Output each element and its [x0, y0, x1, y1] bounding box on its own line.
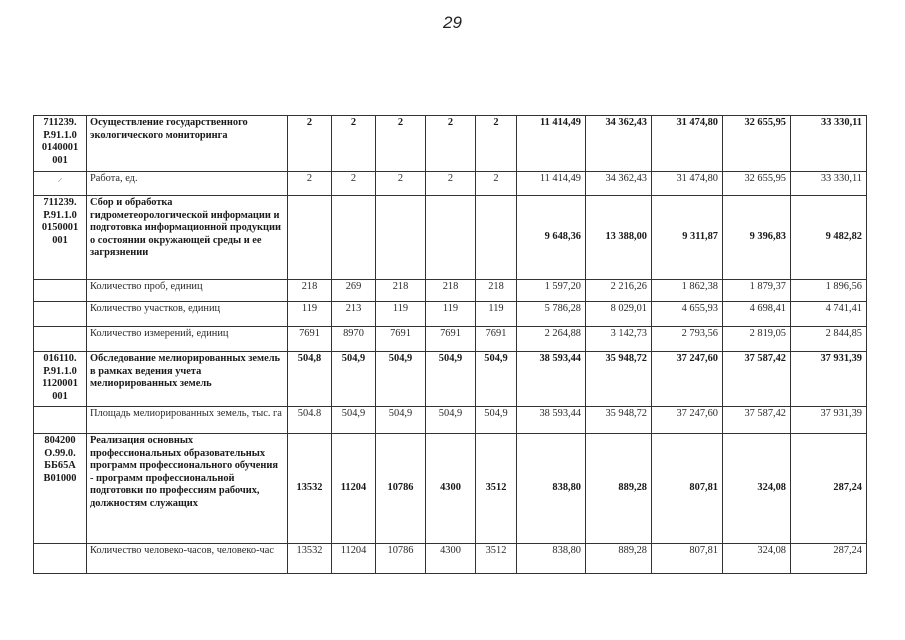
- volume-cell: 13532: [288, 544, 332, 574]
- amount-cell: 8 029,01: [586, 302, 652, 327]
- amount-cell: 37 247,60: [652, 407, 723, 434]
- volume-cell: 504,9: [332, 407, 376, 434]
- amount-cell: 287,24: [791, 434, 867, 544]
- indicator-name: Количество измерений, единиц: [87, 327, 288, 352]
- volume-cell: 504,9: [476, 352, 517, 407]
- volume-cell: 2: [376, 172, 426, 196]
- amount-cell: 1 879,37: [723, 280, 791, 302]
- volume-cell: 3512: [476, 544, 517, 574]
- service-code-line: 711239.: [43, 117, 77, 128]
- amount-cell: 32 655,95: [723, 172, 791, 196]
- amount-cell: 4 655,93: [652, 302, 723, 327]
- service-code-cell: [34, 196, 87, 280]
- page-number: 29: [443, 13, 462, 32]
- service-code-line: 711239.: [43, 197, 77, 208]
- service-code-line: 0150001: [41, 222, 79, 234]
- indicator-row: [34, 327, 867, 352]
- amount-cell: 2 793,56: [652, 327, 723, 352]
- indicator-row: [34, 172, 867, 196]
- amount-cell: 34 362,43: [586, 116, 652, 172]
- volume-cell: 218: [288, 280, 332, 302]
- service-code-line: Р.91.1.0: [43, 365, 77, 377]
- service-code-cell: [34, 280, 87, 302]
- volume-cell: 2: [476, 172, 517, 196]
- service-code-line: О.99.0.: [44, 447, 76, 459]
- amount-cell: 9 482,82: [791, 196, 867, 280]
- volume-cell: 4300: [426, 434, 476, 544]
- indicator-row: [34, 544, 867, 574]
- volume-cell: 7691: [288, 327, 332, 352]
- volume-cell: 218: [476, 280, 517, 302]
- volume-cell: 11204: [332, 544, 376, 574]
- amount-cell: 37 247,60: [652, 352, 723, 407]
- volume-cell: 504,9: [426, 352, 476, 407]
- amount-cell: 9 311,87: [652, 196, 723, 280]
- amount-cell: 1 862,38: [652, 280, 723, 302]
- budget-table: [33, 115, 867, 574]
- volume-cell: 2: [426, 116, 476, 172]
- volume-cell: 504,9: [332, 352, 376, 407]
- amount-cell: 324,08: [723, 434, 791, 544]
- volume-cell: 504,9: [376, 352, 426, 407]
- service-code-line: 0140001: [41, 142, 79, 154]
- amount-cell: 889,28: [586, 544, 652, 574]
- volume-cell: 119: [376, 302, 426, 327]
- volume-cell: [426, 196, 476, 280]
- amount-cell: 34 362,43: [586, 172, 652, 196]
- amount-cell: 1 896,56: [791, 280, 867, 302]
- service-code-line: 001: [52, 234, 68, 246]
- service-code-cell: [34, 172, 87, 196]
- amount-cell: 807,81: [652, 544, 723, 574]
- volume-cell: 2: [476, 116, 517, 172]
- amount-cell: 37 587,42: [723, 352, 791, 407]
- amount-cell: 838,80: [517, 544, 586, 574]
- service-code-cell: [34, 302, 87, 327]
- volume-cell: [332, 196, 376, 280]
- volume-cell: 2: [332, 172, 376, 196]
- service-code-cell: [34, 407, 87, 434]
- amount-cell: 2 264,88: [517, 327, 586, 352]
- volume-cell: 7691: [426, 327, 476, 352]
- service-name: Реализация основных профессиональных образовательных программ профессионального обучения - программ профессиональной подготовки по профессиям рабочих, должностям служащих: [87, 434, 288, 544]
- volume-cell: 7691: [376, 327, 426, 352]
- service-row: [34, 352, 867, 407]
- pen-mark-icon: ⸝: [57, 173, 63, 184]
- amount-cell: 11 414,49: [517, 172, 586, 196]
- volume-cell: 2: [332, 116, 376, 172]
- service-row: [34, 196, 867, 280]
- amount-cell: 287,24: [791, 544, 867, 574]
- volume-cell: 2: [376, 116, 426, 172]
- service-code-line: 804200: [44, 435, 76, 446]
- volume-cell: 2: [288, 116, 332, 172]
- volume-cell: 2: [426, 172, 476, 196]
- service-code-cell: [34, 434, 87, 544]
- service-code-line: 016110.: [43, 353, 77, 364]
- volume-cell: 119: [476, 302, 517, 327]
- table-body: [34, 116, 867, 574]
- amount-cell: 13 388,00: [586, 196, 652, 280]
- service-code-line: Р.91.1.0: [43, 209, 77, 221]
- service-name: Осуществление государственного экологического мониторинга: [87, 116, 288, 172]
- service-code-line: 1120001: [42, 378, 78, 390]
- volume-cell: 2: [288, 172, 332, 196]
- amount-cell: 37 931,39: [791, 407, 867, 434]
- amount-cell: 4 698,41: [723, 302, 791, 327]
- amount-cell: 889,28: [586, 434, 652, 544]
- volume-cell: 10786: [376, 434, 426, 544]
- service-row: [34, 116, 867, 172]
- volume-cell: 7691: [476, 327, 517, 352]
- service-code-cell: [34, 327, 87, 352]
- volume-cell: 4300: [426, 544, 476, 574]
- service-code-line: 001: [52, 154, 68, 166]
- volume-cell: [476, 196, 517, 280]
- volume-cell: 218: [376, 280, 426, 302]
- volume-cell: 504,9: [376, 407, 426, 434]
- volume-cell: 504.8: [288, 407, 332, 434]
- indicator-name: Площадь мелиорированных земель, тыс. га: [87, 407, 288, 434]
- service-code-line: Р.91.1.0: [43, 129, 77, 141]
- indicator-row: [34, 302, 867, 327]
- indicator-name: Количество человеко-часов, человеко-час: [87, 544, 288, 574]
- volume-cell: 13532: [288, 434, 332, 544]
- volume-cell: 213: [332, 302, 376, 327]
- amount-cell: 38 593,44: [517, 407, 586, 434]
- service-name: Обследование мелиорированных земель в рамках ведения учета мелиорированных земель: [87, 352, 288, 407]
- amount-cell: 5 786,28: [517, 302, 586, 327]
- volume-cell: 119: [288, 302, 332, 327]
- amount-cell: 35 948,72: [586, 352, 652, 407]
- indicator-name: Количество проб, единиц: [87, 280, 288, 302]
- volume-cell: 504,8: [288, 352, 332, 407]
- amount-cell: 11 414,49: [517, 116, 586, 172]
- amount-cell: 31 474,80: [652, 172, 723, 196]
- service-name: Сбор и обработка гидрометеорологической информации и подготовка информационной продукции о состоянии окружающей среды и ее загрязнении: [87, 196, 288, 280]
- volume-cell: 3512: [476, 434, 517, 544]
- amount-cell: 37 587,42: [723, 407, 791, 434]
- amount-cell: 807,81: [652, 434, 723, 544]
- indicator-row: [34, 407, 867, 434]
- service-row: [34, 434, 867, 544]
- volume-cell: 269: [332, 280, 376, 302]
- volume-cell: 8970: [332, 327, 376, 352]
- volume-cell: [376, 196, 426, 280]
- amount-cell: 31 474,80: [652, 116, 723, 172]
- volume-cell: 11204: [332, 434, 376, 544]
- amount-cell: 2 216,26: [586, 280, 652, 302]
- volume-cell: [288, 196, 332, 280]
- amount-cell: 2 844,85: [791, 327, 867, 352]
- amount-cell: 37 931,39: [791, 352, 867, 407]
- amount-cell: 35 948,72: [586, 407, 652, 434]
- indicator-name: Работа, ед.: [87, 172, 288, 196]
- volume-cell: 10786: [376, 544, 426, 574]
- indicator-name: Количество участков, единиц: [87, 302, 288, 327]
- indicator-row: [34, 280, 867, 302]
- service-code-cell: [34, 352, 87, 407]
- service-code-line: 001: [52, 390, 68, 402]
- amount-cell: 2 819,05: [723, 327, 791, 352]
- volume-cell: 119: [426, 302, 476, 327]
- amount-cell: 9 648,36: [517, 196, 586, 280]
- volume-cell: 218: [426, 280, 476, 302]
- service-code-cell: [34, 116, 87, 172]
- amount-cell: 1 597,20: [517, 280, 586, 302]
- service-code-line: В01000: [43, 472, 77, 484]
- amount-cell: 4 741,41: [791, 302, 867, 327]
- amount-cell: 324,08: [723, 544, 791, 574]
- volume-cell: 504,9: [426, 407, 476, 434]
- amount-cell: 9 396,83: [723, 196, 791, 280]
- amount-cell: 33 330,11: [791, 172, 867, 196]
- volume-cell: 504,9: [476, 407, 517, 434]
- amount-cell: 33 330,11: [791, 116, 867, 172]
- service-code-cell: [34, 544, 87, 574]
- amount-cell: 3 142,73: [586, 327, 652, 352]
- amount-cell: 38 593,44: [517, 352, 586, 407]
- amount-cell: 838,80: [517, 434, 586, 544]
- amount-cell: 32 655,95: [723, 116, 791, 172]
- service-code-line: ББ65А: [44, 460, 76, 472]
